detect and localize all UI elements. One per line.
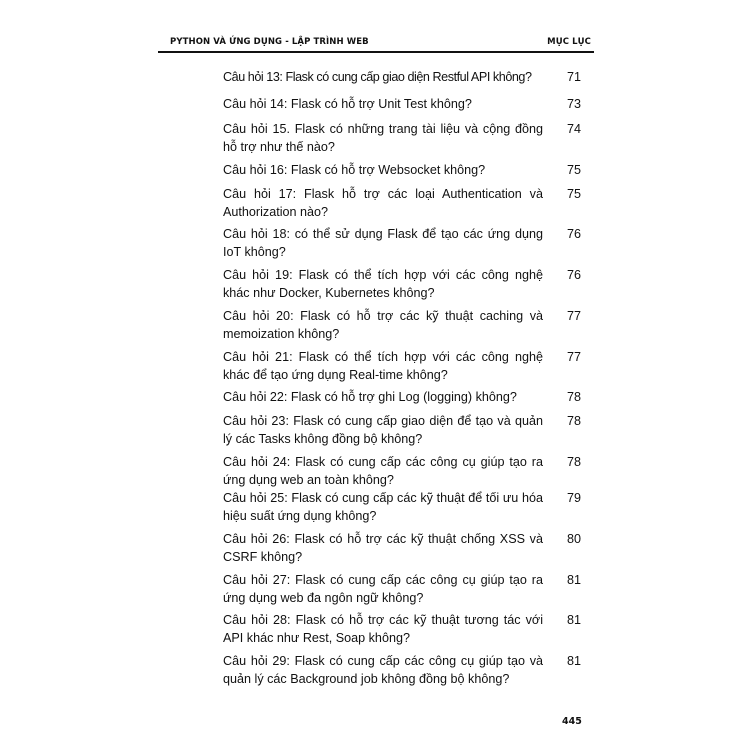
toc-entry-title: Câu hỏi 16: Flask có hỗ trợ Websocket không? (223, 163, 486, 177)
toc-entry-title: Câu hỏi 13: Flask có cung cấp giao diện Restful API không? (223, 70, 532, 84)
page-number: 445 (562, 716, 582, 727)
toc-entry-title: Câu hỏi 24: Flask có cung cấp các công cụ giúp tạo ra ứng dụng web an toàn không? (223, 455, 543, 487)
toc-entry-page: 78 (566, 414, 581, 428)
toc-entry-page: 74 (566, 122, 581, 136)
toc-entry-title: Câu hỏi 19: Flask có thể tích hợp với các công nghệ khác như Docker, Kubernetes không? (223, 268, 543, 300)
toc-entry-page: 76 (566, 268, 581, 282)
toc-entry-title: Câu hỏi 17: Flask hỗ trợ các loại Authentication và Authorization nào? (223, 187, 543, 219)
toc-entry-title: Câu hỏi 18: có thể sử dụng Flask để tạo các ứng dụng IoT không? (223, 227, 543, 259)
toc-entry-title: Câu hỏi 14: Flask có hỗ trợ Unit Test không? (223, 97, 472, 111)
toc-entry-title: Câu hỏi 23: Flask có cung cấp giao diện để tạo và quản lý các Tasks không đồng bộ không? (223, 414, 543, 446)
toc-entry-page: 77 (566, 350, 581, 364)
toc-entry-page: 78 (566, 390, 581, 404)
toc-entry-page: 75 (566, 187, 581, 201)
toc-entry-title: Câu hỏi 20: Flask có hỗ trợ các kỹ thuật caching và memoization không? (223, 309, 543, 341)
toc-entry-title: Câu hỏi 22: Flask có hỗ trợ ghi Log (logging) không? (223, 390, 517, 404)
header-section-title: MỤC LỤC (547, 37, 591, 47)
toc-entry-title: Câu hỏi 26: Flask có hỗ trợ các kỹ thuật chống XSS và CSRF không? (223, 532, 543, 564)
toc-entry-title: Câu hỏi 27: Flask có cung cấp các công cụ giúp tạo ra ứng dụng web đa ngôn ngữ không? (223, 573, 543, 605)
toc-entry-page: 80 (566, 532, 581, 546)
header-book-title: PYTHON VÀ ỨNG DỤNG - LẬP TRÌNH WEB (170, 37, 369, 47)
toc-entry-title: Câu hỏi 21: Flask có thể tích hợp với các công nghệ khác để tạo ứng dụng Real-time không? (223, 350, 543, 382)
toc-entry-page: 77 (566, 309, 581, 323)
toc-entry-title: Câu hỏi 28: Flask có hỗ trợ các kỹ thuật tương tác với API khác như Rest, Soap không? (223, 613, 543, 645)
toc-entry-page: 81 (566, 573, 581, 587)
toc-entry-page: 79 (566, 491, 581, 505)
running-header (158, 33, 594, 53)
toc-entry-page: 73 (566, 97, 581, 111)
toc-entry-page: 75 (566, 163, 581, 177)
toc-entry-title: Câu hỏi 25: Flask có cung cấp các kỹ thuật để tối ưu hóa hiệu suất ứng dụng không? (223, 491, 543, 523)
toc-entry-page: 81 (566, 613, 581, 627)
toc-entry-page: 78 (566, 455, 581, 469)
toc-entry-title: Câu hỏi 29: Flask có cung cấp các công cụ giúp tạo và quản lý các Background job không đồng bộ không? (223, 654, 543, 686)
toc-entry-page: 71 (566, 70, 581, 84)
toc-entry-title: Câu hỏi 15. Flask có những trang tài liệu và cộng đồng hỗ trợ như thế nào? (223, 122, 543, 154)
toc-entry-page: 81 (566, 654, 581, 668)
toc-entry-page: 76 (566, 227, 581, 241)
